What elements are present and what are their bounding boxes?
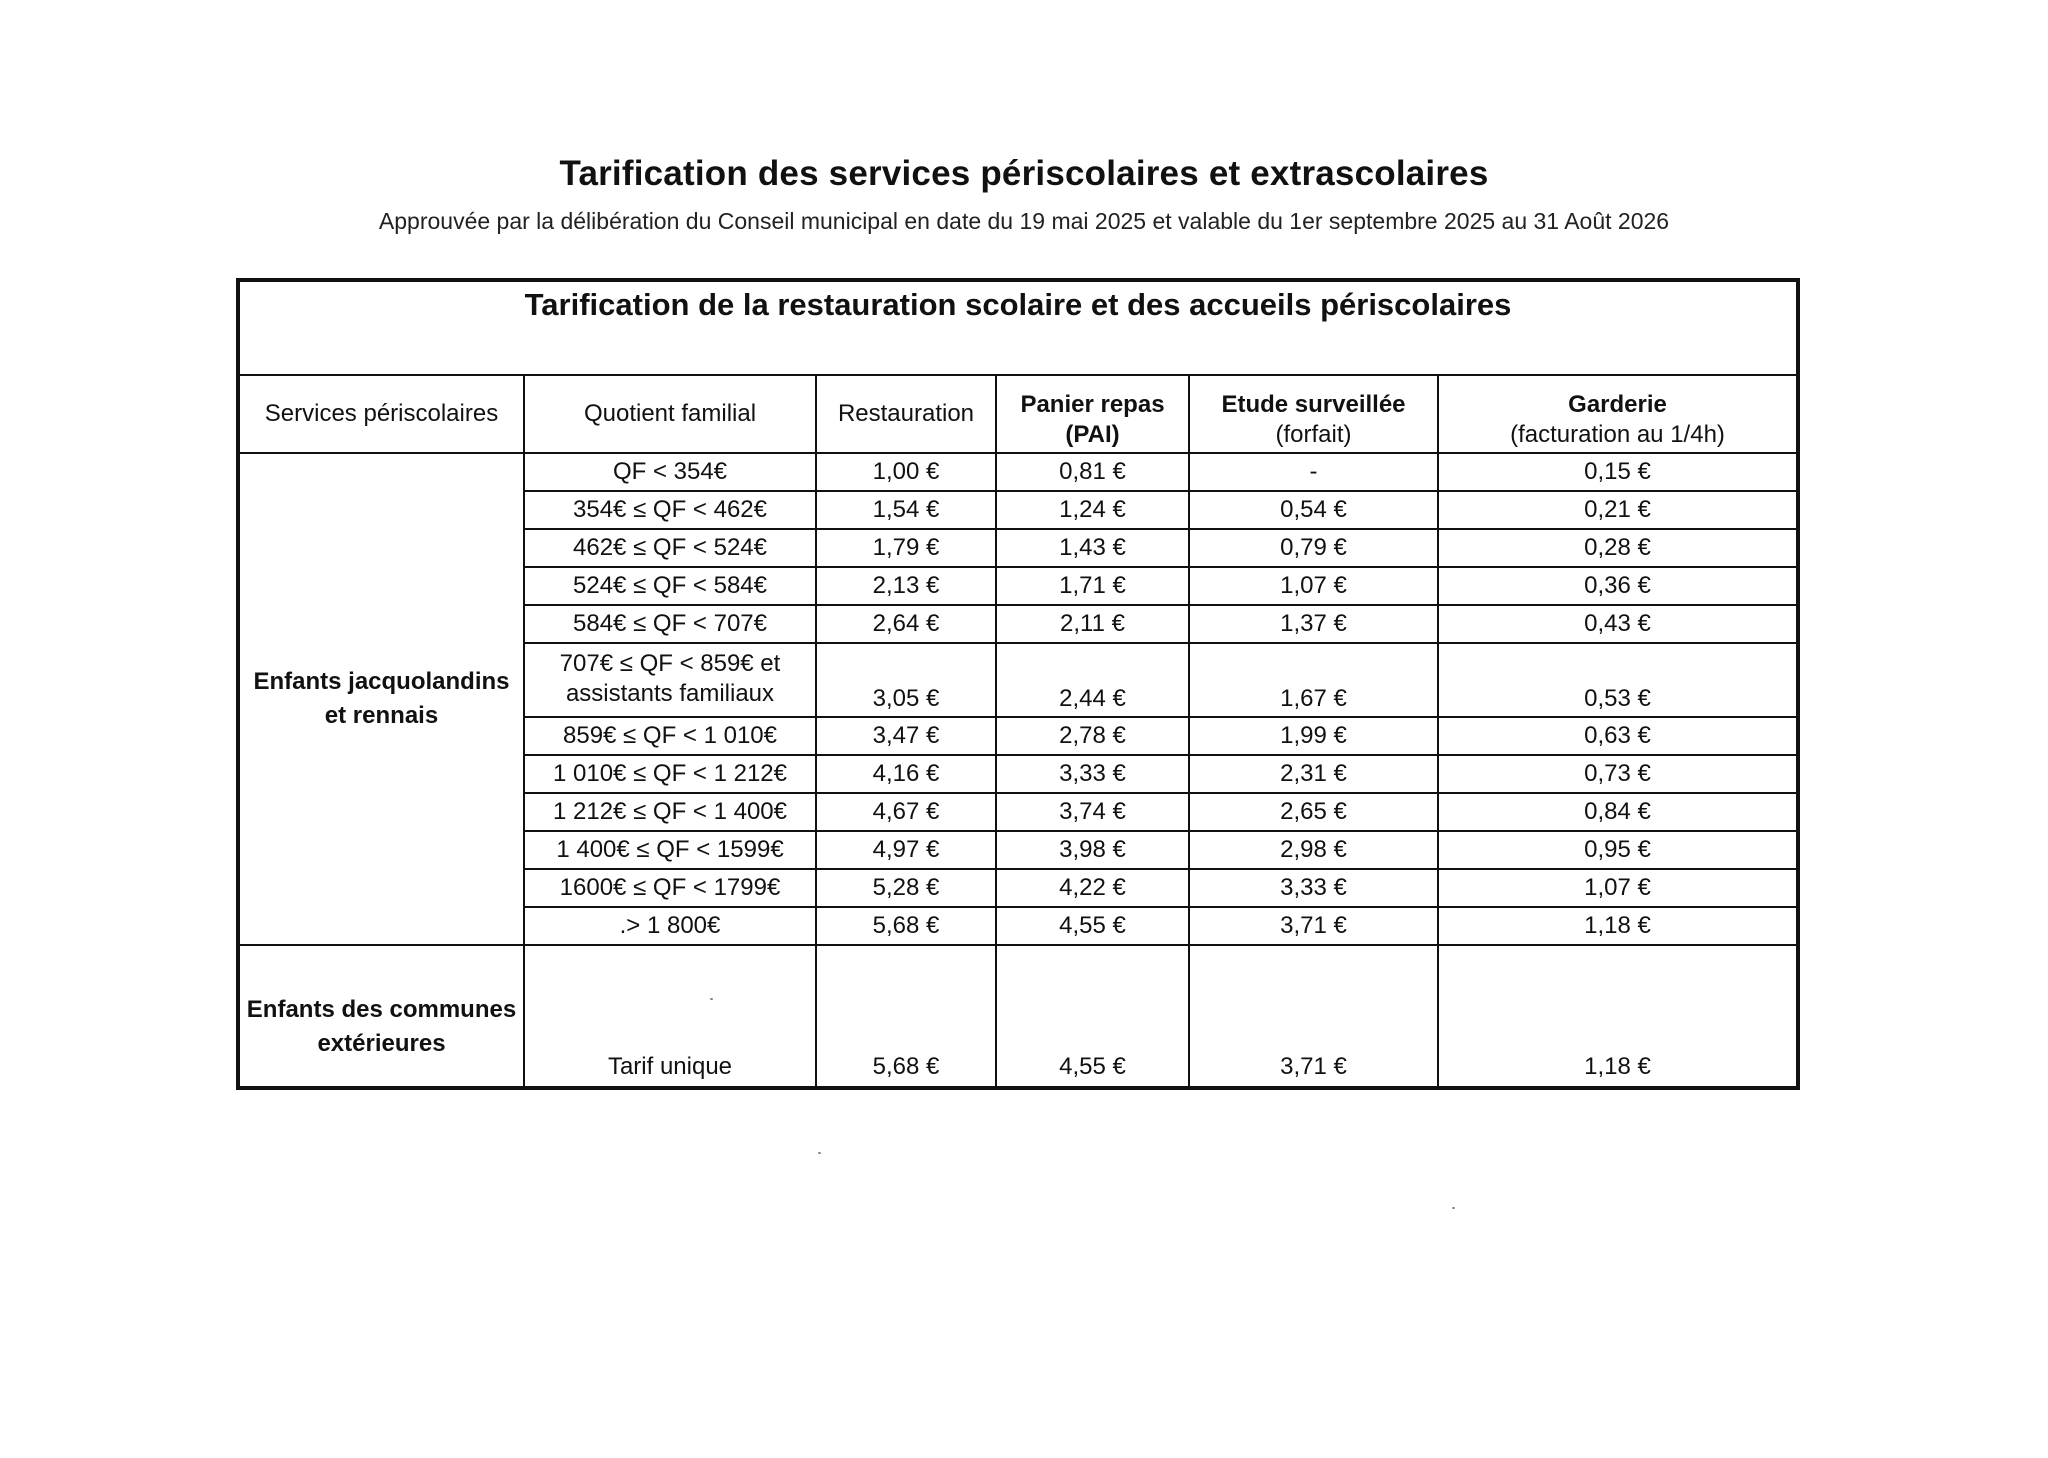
- cell-garderie: 1,18 €: [1438, 907, 1798, 945]
- scan-speck: [818, 1152, 821, 1154]
- header-panier-sub: (PAI): [1065, 421, 1120, 448]
- cell-qf: 524€ ≤ QF < 584€: [524, 567, 816, 605]
- cell-etude: -: [1189, 453, 1438, 491]
- header-etude-label: Etude surveillée: [1221, 391, 1406, 418]
- cell-panier: 3,98 €: [996, 831, 1189, 869]
- cell-garderie: 0,43 €: [1438, 605, 1798, 643]
- header-services: Services périscolaires: [238, 375, 524, 453]
- cell-garderie: 0,53 €: [1438, 643, 1798, 717]
- cell-etude: 3,71 €: [1189, 907, 1438, 945]
- group-local-line2: et rennais: [324, 702, 439, 729]
- cell-panier: 4,22 €: [996, 869, 1189, 907]
- cell-restauration: 1,00 €: [816, 453, 996, 491]
- cell-garderie: 0,28 €: [1438, 529, 1798, 567]
- cell-garderie: 0,15 €: [1438, 453, 1798, 491]
- header-panier-label: Panier repas: [1020, 391, 1165, 418]
- group-local-label: [238, 453, 524, 945]
- cell-restauration: 1,79 €: [816, 529, 996, 567]
- cell-qf: 1 010€ ≤ QF < 1 212€: [524, 755, 816, 793]
- cell-restauration: 1,54 €: [816, 491, 996, 529]
- cell-qf: QF < 354€: [524, 453, 816, 491]
- cell-restauration: 3,47 €: [816, 717, 996, 755]
- cell-panier: 2,44 €: [996, 643, 1189, 717]
- cell-panier: 1,24 €: [996, 491, 1189, 529]
- table-row: [238, 453, 1798, 491]
- header-garderie-sub: (facturation au 1/4h): [1510, 421, 1725, 448]
- table-row-exterior: [238, 945, 1798, 1088]
- cell-panier: 4,55 €: [996, 945, 1189, 1088]
- cell-restauration: 2,64 €: [816, 605, 996, 643]
- cell-garderie: 1,07 €: [1438, 869, 1798, 907]
- cell-qf: [524, 643, 816, 717]
- cell-etude: 2,65 €: [1189, 793, 1438, 831]
- table-caption: Tarification de la restauration scolaire et des accueils périscolaires: [238, 280, 1798, 375]
- document-title: Tarification des services périscolaires et extrascolaires: [559, 154, 1489, 193]
- cell-garderie: 1,18 €: [1438, 945, 1798, 1088]
- cell-etude: 3,71 €: [1189, 945, 1438, 1088]
- cell-garderie: 0,73 €: [1438, 755, 1798, 793]
- cell-garderie: 0,63 €: [1438, 717, 1798, 755]
- cell-qf: .> 1 800€: [524, 907, 816, 945]
- cell-restauration: 2,13 €: [816, 567, 996, 605]
- header-restauration: Restauration: [816, 375, 996, 453]
- cell-panier: 4,55 €: [996, 907, 1189, 945]
- cell-qf: 354€ ≤ QF < 462€: [524, 491, 816, 529]
- cell-qf: 1 400€ ≤ QF < 1599€: [524, 831, 816, 869]
- cell-panier: 0,81 €: [996, 453, 1189, 491]
- cell-qf: Tarif unique: [524, 945, 816, 1088]
- cell-qf-line2: assistants familiaux: [565, 680, 775, 707]
- cell-restauration: 5,68 €: [816, 945, 996, 1088]
- cell-restauration: 3,05 €: [816, 643, 996, 717]
- cell-qf: 584€ ≤ QF < 707€: [524, 605, 816, 643]
- group-exterior-line2: extérieures: [317, 1030, 446, 1057]
- cell-panier: 1,71 €: [996, 567, 1189, 605]
- cell-garderie: 0,95 €: [1438, 831, 1798, 869]
- cell-etude: 0,79 €: [1189, 529, 1438, 567]
- cell-etude: 1,67 €: [1189, 643, 1438, 717]
- scan-speck: [710, 998, 713, 1000]
- cell-qf: 1 212€ ≤ QF < 1 400€: [524, 793, 816, 831]
- cell-etude: 3,33 €: [1189, 869, 1438, 907]
- cell-garderie: 0,84 €: [1438, 793, 1798, 831]
- header-panier: [996, 375, 1189, 453]
- cell-panier: 2,78 €: [996, 717, 1189, 755]
- cell-etude: 2,31 €: [1189, 755, 1438, 793]
- cell-qf: 1600€ ≤ QF < 1799€: [524, 869, 816, 907]
- cell-restauration: 5,68 €: [816, 907, 996, 945]
- group-exterior-line1: Enfants des communes: [246, 996, 517, 1023]
- group-exterior-label: [238, 945, 524, 1088]
- cell-qf: 462€ ≤ QF < 524€: [524, 529, 816, 567]
- cell-etude: 2,98 €: [1189, 831, 1438, 869]
- cell-garderie: 0,36 €: [1438, 567, 1798, 605]
- cell-panier: 3,33 €: [996, 755, 1189, 793]
- cell-panier: 3,74 €: [996, 793, 1189, 831]
- cell-restauration: 4,97 €: [816, 831, 996, 869]
- cell-restauration: 5,28 €: [816, 869, 996, 907]
- header-garderie: [1438, 375, 1798, 453]
- header-quotient: Quotient familial: [524, 375, 816, 453]
- header-garderie-label: Garderie: [1568, 391, 1667, 418]
- group-local-line1: Enfants jacquolandins: [253, 668, 510, 695]
- cell-panier: 1,43 €: [996, 529, 1189, 567]
- header-etude-sub: (forfait): [1275, 421, 1352, 448]
- cell-etude: 0,54 €: [1189, 491, 1438, 529]
- header-etude: [1189, 375, 1438, 453]
- cell-restauration: 4,67 €: [816, 793, 996, 831]
- cell-qf: 859€ ≤ QF < 1 010€: [524, 717, 816, 755]
- cell-qf-line1: 707€ ≤ QF < 859€ et: [559, 650, 781, 677]
- scan-speck: [1452, 1207, 1455, 1209]
- table-caption-row: [238, 280, 1798, 375]
- cell-garderie: 0,21 €: [1438, 491, 1798, 529]
- tarif-table: [236, 278, 1800, 1090]
- cell-etude: 1,99 €: [1189, 717, 1438, 755]
- cell-etude: 1,07 €: [1189, 567, 1438, 605]
- cell-etude: 1,37 €: [1189, 605, 1438, 643]
- cell-restauration: 4,16 €: [816, 755, 996, 793]
- cell-panier: 2,11 €: [996, 605, 1189, 643]
- document-subtitle: Approuvée par la délibération du Conseil municipal en date du 19 mai 2025 et valable du 1er septembre 2025 au 31 Août 2026: [378, 208, 1670, 234]
- table-header-row: [238, 375, 1798, 453]
